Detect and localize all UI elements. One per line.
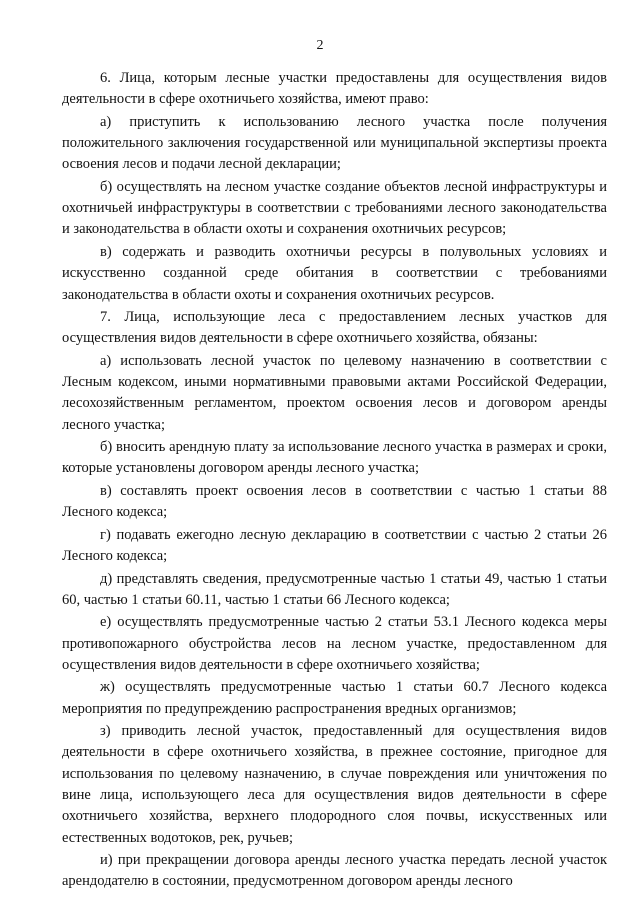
paragraph-7z: з) приводить лесной участок, предоставленный для осуществления видов деятельности в сфере охотничьего хозяйства, в прежнее состояние, пригодное для использования по целевому назначению, в случае повреждения или уничтожения по вине лица, использующего леса для осуществления видов деятельности в сфере охотничьего хозяйства, верхнего плодородного слоя почвы, искусственных или естественных водотоков, рек, ручьев; [62, 723, 607, 846]
paragraph-7v: в) составлять проект освоения лесов в соответствии с частью 1 статьи 88 Лесного кодекса; [62, 482, 607, 521]
paragraph-7i: и) при прекращении договора аренды лесного участка передать лесной участок арендодателю в состоянии, предусмотренном договором аренды лесного [62, 852, 607, 890]
document-body [62, 68, 607, 894]
paragraph-6b: б) осуществлять на лесном участке создание объектов лесной инфраструктуры и охотничьей инфраструктуры в соответствии с требованиями лесного законодательства и законодательства в области охоты и сохранения охотничьих ресурсов; [62, 178, 607, 238]
paragraph-7-intro: 7. Лица, использующие леса с предоставлением лесных участков для осуществления видов деятельности в сфере охотничьего хозяйства, обязаны: [62, 309, 607, 347]
paragraph-6-intro: 6. Лица, которым лесные участки предоставлены для осуществления видов деятельности в сфере охотничьего хозяйства, имеют право: [62, 70, 607, 108]
paragraph-7a: а) использовать лесной участок по целевому назначению в соответствии с Лесным кодексом, иными нормативными правовыми актами Российской Федерации, лесохозяйственным регламентом, проектом освоения лесов и договором аренды лесного участка; [62, 352, 607, 433]
paragraph-7d: д) представлять сведения, предусмотренные частью 1 статьи 49, частью 1 статьи 60, частью 1 статьи 60.11, частью 1 статьи 66 Лесного кодекса; [62, 570, 607, 608]
page-number: 2 [316, 38, 324, 53]
paragraph-7g: г) подавать ежегодно лесную декларацию в соответствии с частью 2 статьи 26 Лесного кодекса; [62, 526, 607, 565]
paragraph-7e: е) осуществлять предусмотренные частью 2 статьи 53.1 Лесного кодекса меры противопожарного обустройства лесов на лесном участке, предоставленном для осуществления видов деятельности в сфере охотничьего хозяйства; [62, 614, 607, 673]
paragraph-6a: а) приступить к использованию лесного участка после получения положительного заключения государственной или муниципальной экспертизы проекта освоения лесов и подачи лесной декларации; [62, 113, 607, 173]
paragraph-6v: в) содержать и разводить охотничьи ресурсы в полувольных условиях и искусственно созданной среде обитания в соответствии с требованиями законодательства в области охоты и сохранения охотничьих ресурсов. [62, 243, 607, 303]
paragraph-7b: б) вносить арендную плату за использование лесного участка в размерах и сроки, которые установлены договором аренды лесного участка; [62, 439, 607, 477]
paragraph-7zh: ж) осуществлять предусмотренные частью 1 статьи 60.7 Лесного кодекса мероприятия по предупреждению распространения вредных организмов; [62, 679, 607, 717]
